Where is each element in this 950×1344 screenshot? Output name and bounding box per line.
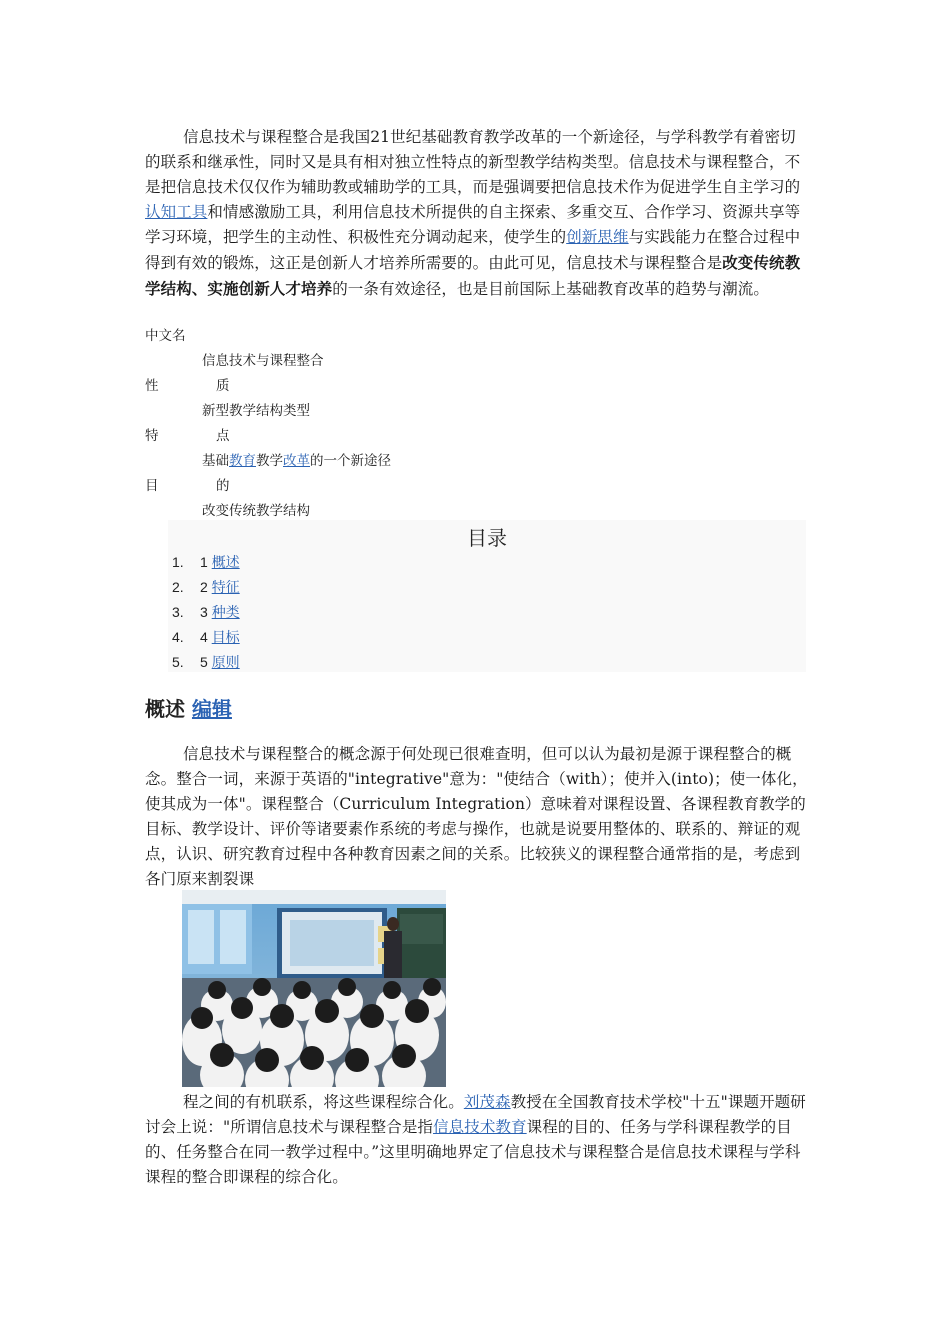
toc-number: 1.	[172, 554, 184, 570]
edit-link[interactable]: 编辑	[191, 697, 232, 721]
toc-index: 1	[200, 554, 208, 570]
feature-text-1: 基础	[202, 453, 229, 469]
link-education[interactable]: 教育	[229, 453, 256, 469]
toc-item-features	[172, 577, 240, 597]
toc-item-overview	[172, 552, 240, 572]
info-label-feature-1: 特	[145, 428, 159, 444]
info-value-purpose: 改变传统教学结构	[202, 503, 310, 519]
toc-index: 2	[200, 579, 208, 595]
p2-text-3: 课程的目的、任务与学科课程教学的目的、任务整合在同一教学过程中。”这里明确地界定了信息技术与课程整合是信息技术课程与学科课程的整合即课程的综合化。	[145, 1118, 801, 1186]
toc-number: 2.	[172, 579, 184, 595]
link-reform[interactable]: 改革	[283, 453, 310, 469]
intro-text-4: 的一条有效途径，也是目前国际上基础教育改革的趋势与潮流。	[332, 280, 770, 298]
intro-text-1: 信息技术与课程整合是我国21世纪基础教育教学改革的一个新途径，与学科教学有着密切的联系和继承性，同时又是具有相对独立性特点的新型教学结构类型。信息技术与课程整合，不是把信息技术仅仅作为辅助教或辅助学的工具，而是强调要把信息技术作为促进学生自主学习的	[145, 128, 801, 196]
link-creative-thinking[interactable]: 创新思维	[566, 228, 629, 246]
p2-text-2: 教授在全国教育技术学校"十五"课题开题研讨会上说："所谓信息技术与课程整合是指	[145, 1093, 806, 1136]
toc-number: 4.	[172, 629, 184, 645]
info-label-nature-2: 质	[216, 378, 230, 394]
intro-paragraph	[145, 125, 809, 302]
toc-item-types	[172, 602, 240, 622]
intro-text-2: 和情感激励工具，利用信息技术所提供的自主探索、多重交互、合作学习、资源共享等学习环境，把学生的主动性、积极性充分调动起来，使学生的	[145, 203, 801, 246]
section-heading	[145, 693, 232, 722]
info-value-feature	[202, 452, 391, 470]
feature-text-3: 的一个新途径	[310, 453, 391, 469]
toc-link-principles[interactable]: 原则	[211, 654, 240, 670]
section-title-text: 概述	[145, 697, 185, 721]
toc-item-principles	[172, 652, 240, 672]
link-it-education[interactable]: 信息技术教育	[433, 1118, 527, 1136]
info-label-feature-2: 点	[216, 428, 230, 444]
toc-index: 4	[200, 629, 208, 645]
table-of-contents	[168, 520, 806, 672]
toc-number: 5.	[172, 654, 184, 670]
toc-index: 5	[200, 654, 208, 670]
toc-index: 3	[200, 604, 208, 620]
overview-paragraph-1: 信息技术与课程整合的概念源于何处现已很难查明，但可以认为最初是源于课程整合的概念。整合一词，来源于英语的"integrative"意为："使结合（with）；使并入(into)；使一体化，使其成为一体"。课程整合（Curriculum Integration）意味着对课程设置、各课程教育教学的目标、教学设计、评价等诸要素作系统的考虑与操作，也就是说要用整体的、联系的、辩证的观点，认识、研究教育过程中各种教育因素之间的关系。比较狭义的课程整合通常指的是，考虑到各门原来割裂课	[145, 745, 808, 888]
toc-link-overview[interactable]: 概述	[211, 554, 240, 570]
classroom-photo	[182, 890, 446, 1087]
info-value-nature: 新型教学结构类型	[202, 403, 310, 419]
info-value-name: 信息技术与课程整合	[202, 353, 324, 369]
intro-text-3: 与实践能力在整合过程中得到有效的锻炼，这正是创新人才培养所需要的。由此可见，信息技术与课程整合是	[145, 228, 801, 272]
info-label-purpose-1: 目	[145, 478, 159, 494]
info-label-name: 中文名	[145, 328, 186, 344]
toc-title: 目录	[467, 526, 507, 550]
classroom-image	[182, 890, 446, 1087]
info-label-purpose-2: 的	[216, 478, 230, 494]
toc-link-types[interactable]: 种类	[211, 604, 240, 620]
link-liu-maosen[interactable]: 刘茂森	[463, 1093, 511, 1111]
intro-bold-text: 改变传统教学结构、实施创新人才培养	[145, 253, 801, 298]
p2-text-1: 程之间的有机联系，将这些课程综合化。	[183, 1093, 464, 1111]
link-cognitive-tool[interactable]: 认知工具	[145, 203, 208, 221]
feature-text-2: 教学	[256, 453, 283, 469]
overview-paragraph-2	[145, 1090, 809, 1190]
toc-link-goals[interactable]: 目标	[211, 629, 240, 645]
toc-number: 3.	[172, 604, 184, 620]
toc-link-features[interactable]: 特征	[211, 579, 240, 595]
toc-item-goals	[172, 627, 240, 647]
info-label-nature-1: 性	[145, 378, 159, 394]
